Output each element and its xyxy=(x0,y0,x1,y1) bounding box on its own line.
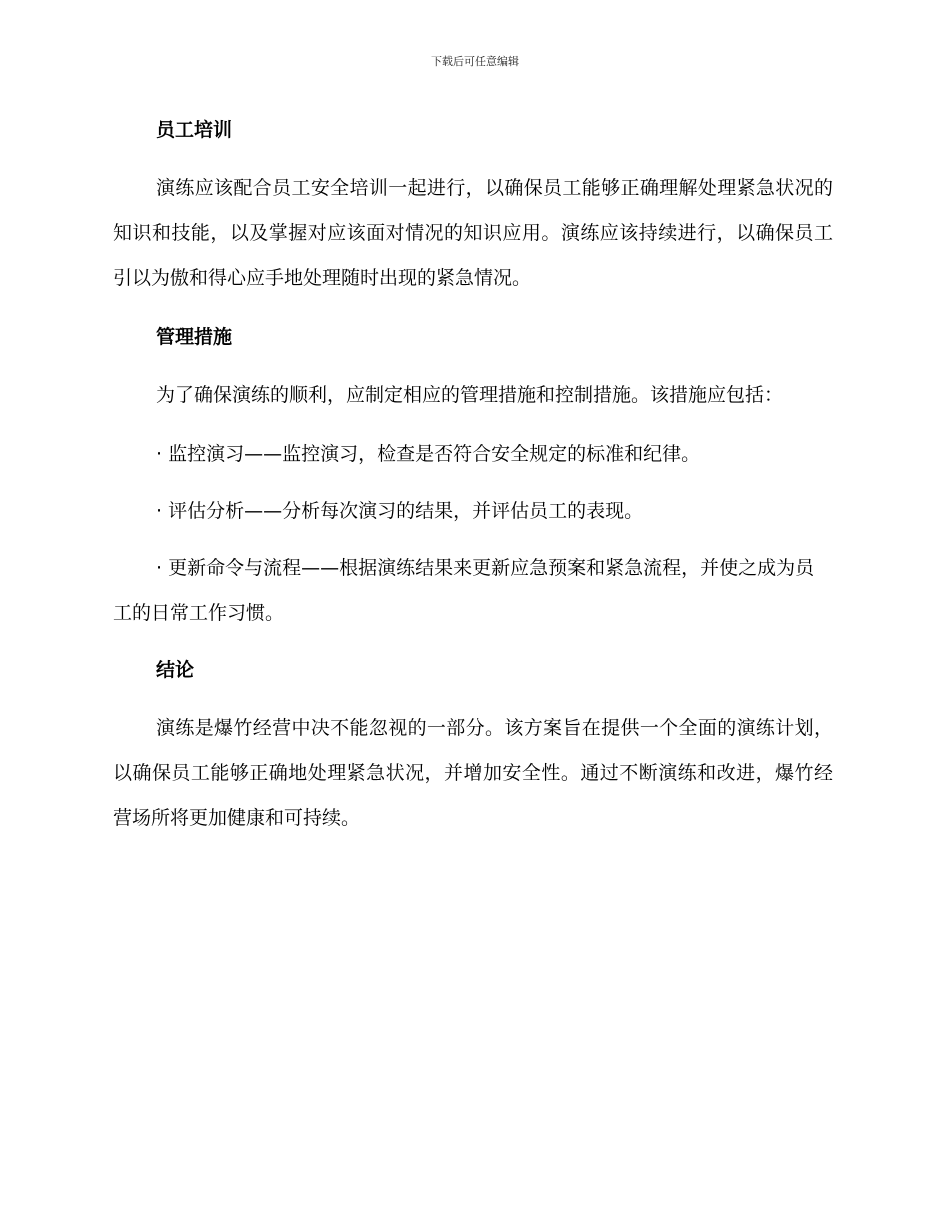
section-heading: 结论 xyxy=(156,659,195,681)
document-body xyxy=(113,108,833,855)
paragraph: 演练应该配合员工安全培训一起进行，以确保员工能够正确理解处理紧急状况的知识和技能，以及掌握对应该面对情况的知识应用。演练应该持续进行，以确保员工引以为傲和得心应手地处理随时出现的紧急情况。 xyxy=(113,177,833,289)
bullet-item: · 更新命令与流程——根据演练结果来更新应急预案和紧急流程，并使之成为员工的日常工作习惯。 xyxy=(113,557,815,624)
paragraph: 演练是爆竹经营中决不能忽视的一部分。该方案旨在提供一个全面的演练计划，以确保员工能够正确地处理紧急状况，并增加安全性。通过不断演练和改进，爆竹经营场所将更加健康和可持续。 xyxy=(113,717,833,829)
paragraph: 为了确保演练的顺利，应制定相应的管理措施和控制措施。该措施应包括： xyxy=(156,384,784,406)
section-heading: 管理措施 xyxy=(156,326,233,348)
bullet-item: · 评估分析——分析每次演习的结果，并评估员工的表现。 xyxy=(156,500,644,522)
page-header: 下载后可任意编辑 xyxy=(431,55,519,68)
section-employee-training xyxy=(113,108,833,301)
section-conclusion xyxy=(113,648,833,841)
section-heading: 员工培训 xyxy=(156,119,233,141)
bullet-item: · 监控演习——监控演习，检查是否符合安全规定的标准和纪律。 xyxy=(156,443,701,465)
section-management-measures xyxy=(113,315,833,636)
